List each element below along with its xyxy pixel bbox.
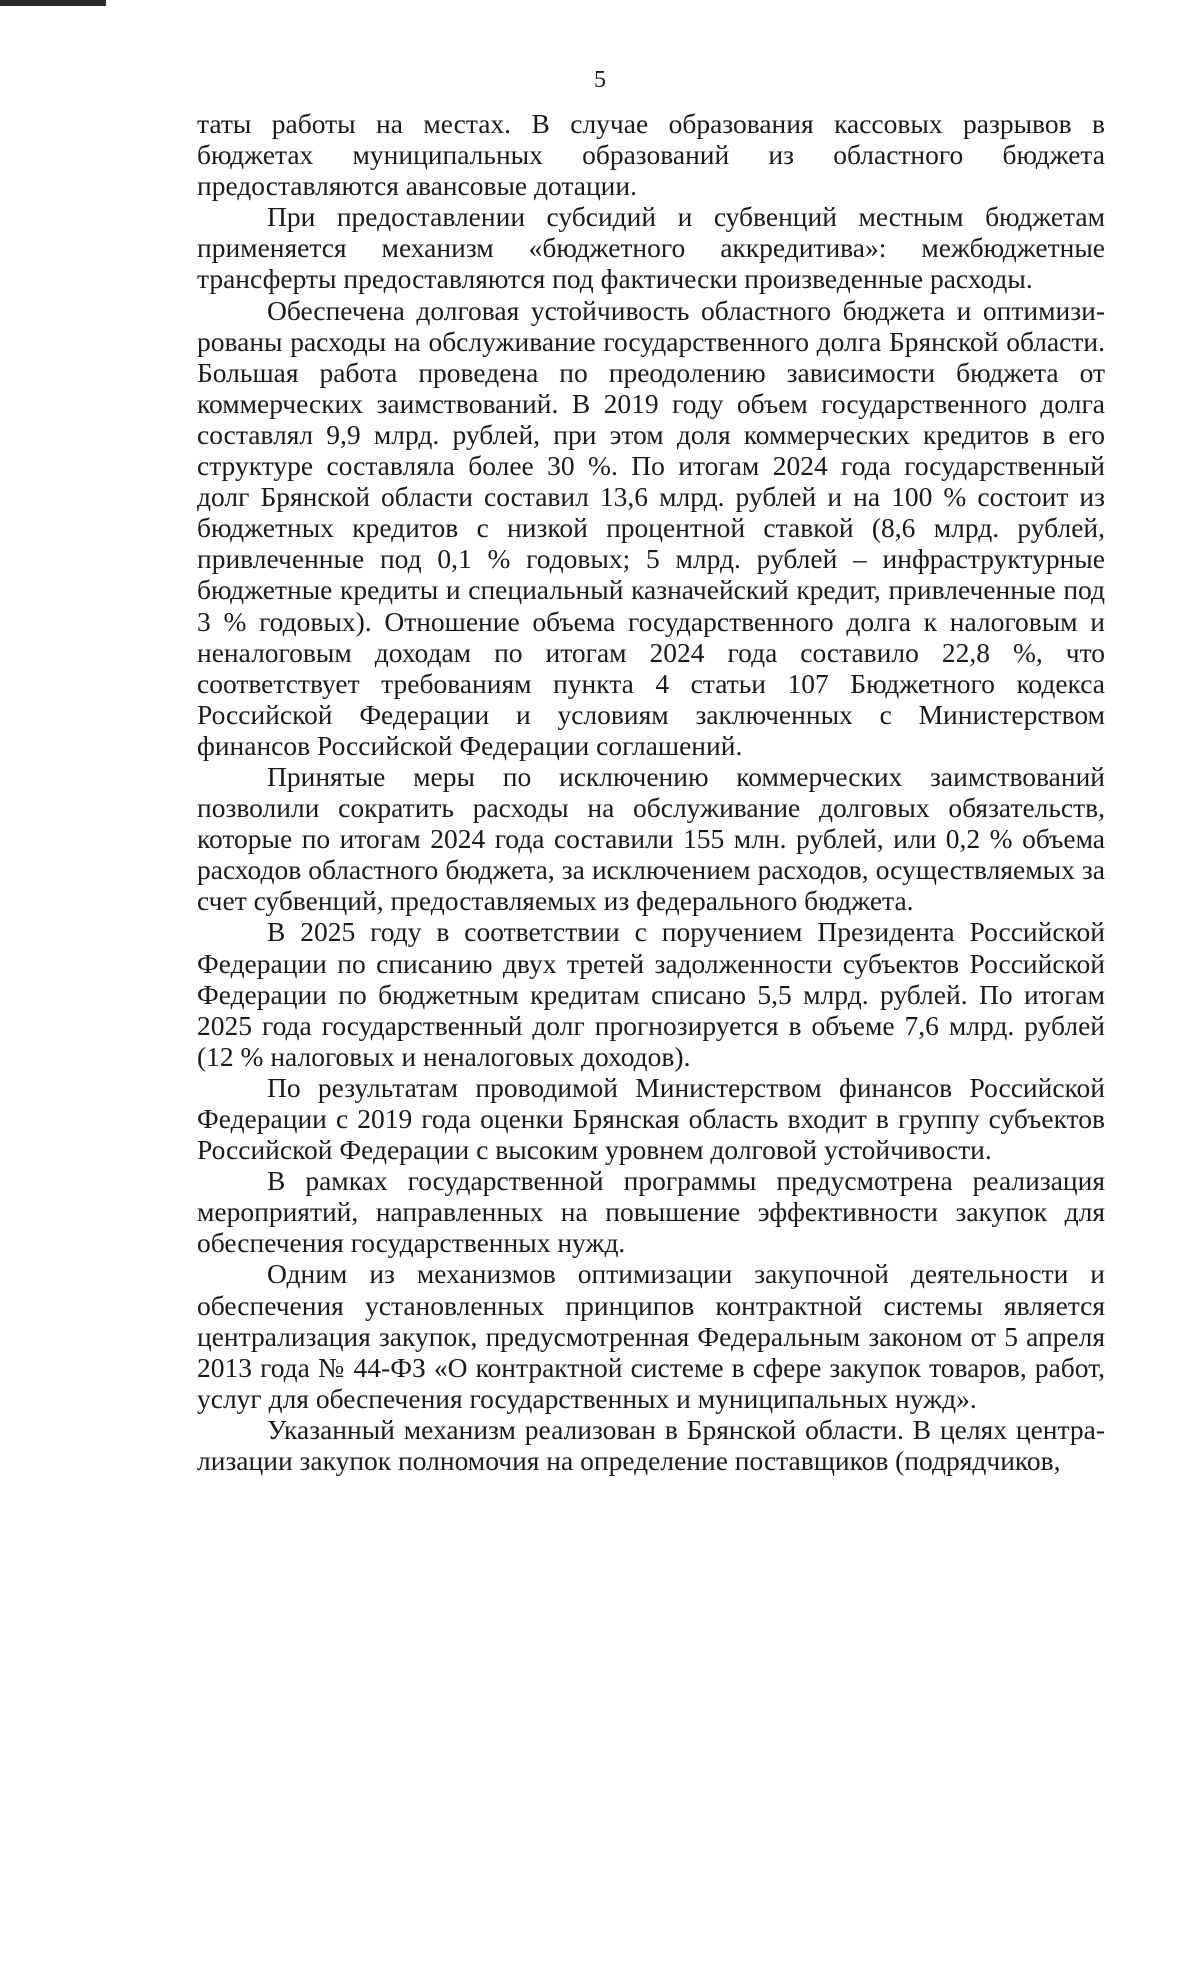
- page-number: 5: [594, 67, 606, 93]
- paragraph-4: Принятые меры по исключению коммерческих заимствований позволили сократить расходы на обслуживание долговых обязательств, которые по итогам 2024 года составили 155 млн. рублей, или 0,2 % объема расходов областного бюджета, за исключением расходов, осуществляемых за счет субвенций, предоставляемых из федерального бюджета.: [197, 760, 1105, 917]
- paragraph-5: В 2025 году в соответствии с поручением Президента Российской Федерации по списанию двух третей задолженности субъектов Российской Федерации по бюджетным кредитам списано 5,5 млрд. рублей. По итогам 2025 года государственный долг прогнозируется в объеме 7,6 млрд. рублей (12 % налоговых и неналоговых доходов).: [197, 916, 1105, 1072]
- paragraph-1: таты работы на местах. В случае образования кассовых разрывов в бюджетах муниципальных образований из областного бюджета предоставляются авансовые дотации.: [197, 108, 1105, 202]
- paragraph-9: Указанный механизм реализован в Брянской области. В целях централизации закупок полномочия на определение поставщиков (подрядчиков,: [197, 1413, 1105, 1477]
- paragraph-6: По результатам проводимой Министерством финансов Российской Федерации с 2019 года оценки Брянская область входит в группу субъектов Российской Федерации с высоким уровнем долговой устойчивости.: [197, 1071, 1105, 1166]
- paragraph-7: В рамках государственной программы предусмотрена реализация мероприятий, направленных на повышение эффективности закупок для обеспечения государственных нужд.: [197, 1165, 1105, 1259]
- body-text: [197, 108, 1105, 1476]
- paragraph-8: Одним из механизмов оптимизации закупочной деятельности и обеспечения установленных принципов контрактной системы является централизация закупок, предусмотренная Федеральным законом от 5 апреля 2013 года № 44-ФЗ «О контрактной системе в сфере закупок товаров, работ, услуг для обеспечения государственных и муниципальных нужд».: [197, 1258, 1105, 1414]
- paragraph-3: Обеспечена долговая устойчивость областного бюджета и оптимизированы расходы на обслуживание государственного долга Брянской области. Большая работа проведена по преодолению зависимости бюджета от коммерческих заимствований. В 2019 году объем государственного долга составлял 9,9 млрд. рублей, при этом доля коммерческих кредитов в его структуре составляла более 30 %. По итогам 2024 года государственный долг Брянской области составил 13,6 млрд. рублей и на 100 % состоит из бюджетных кредитов с низкой процентной ставкой (8,6 млрд. рублей, привлеченные под 0,1 % годовых; 5 млрд. рублей – инфраструктурные бюджетные кредиты и специальный казначейский кредит, привлеченные под 3 % годовых). Отношение объема государственного долга к налоговым и неналоговым доходам по итогам 2024 года составило 22,8 %, что соответствует требованиям пункта 4 статьи 107 Бюджетного кодекса Российской Федерации и условиям заключенных с Министерством финансов Российской Федерации соглашений.: [197, 294, 1105, 761]
- scan-edge-mark: [0, 0, 106, 6]
- paragraph-2: При предоставлении субсидий и субвенций местным бюджетам применяется механизм «бюджетного аккредитива»: межбюджетные трансферты предоставляются под фактически произведенные расходы.: [197, 201, 1105, 295]
